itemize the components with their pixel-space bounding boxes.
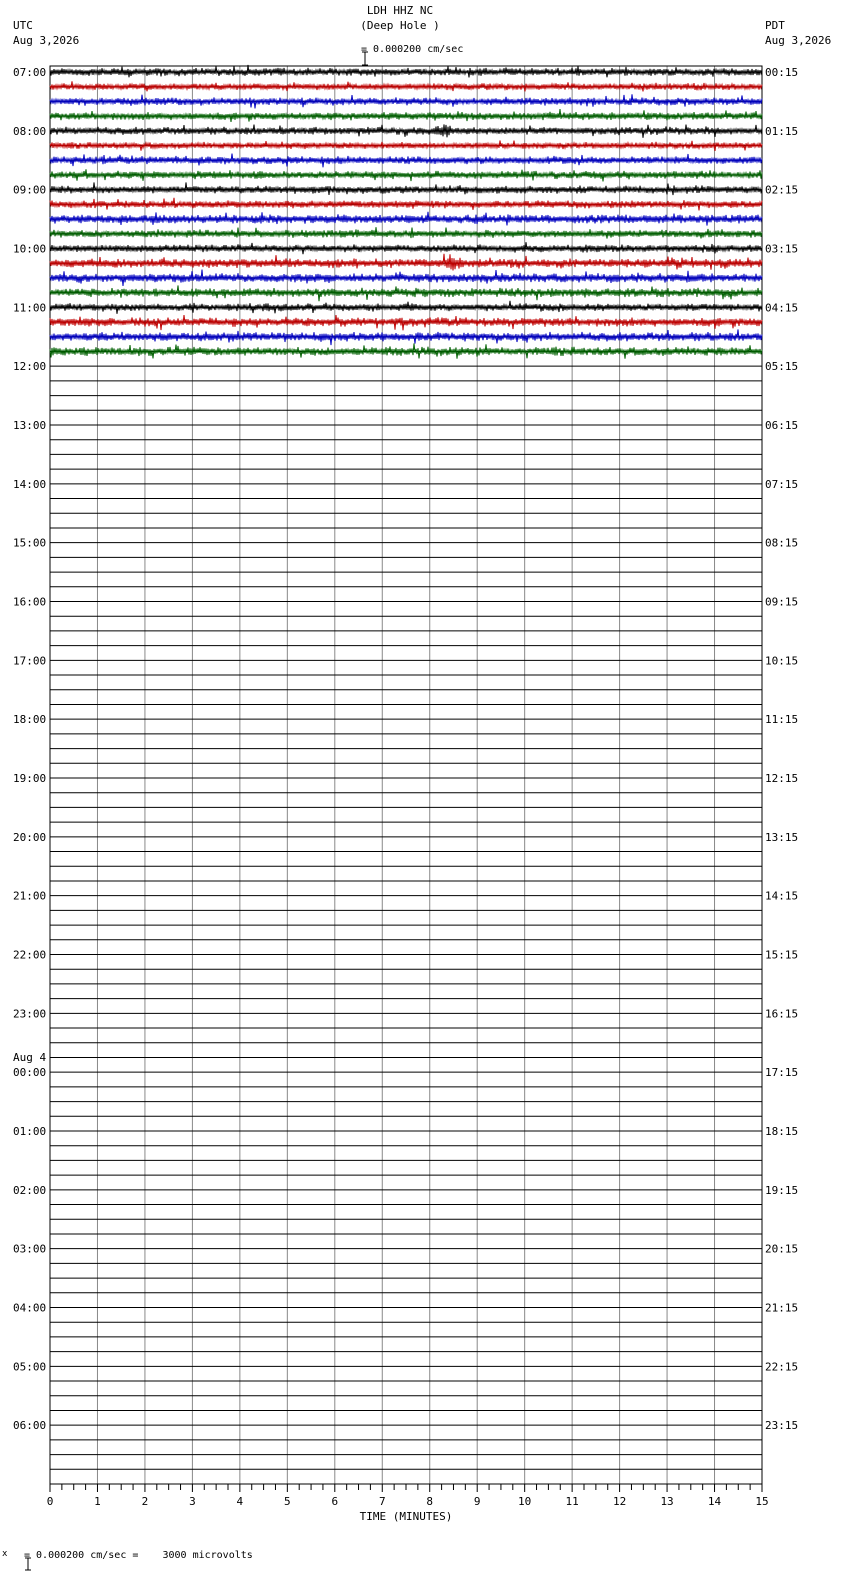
utc-hour-label: 17:00 bbox=[13, 654, 47, 668]
trace-row-6 bbox=[50, 154, 762, 168]
pdt-hour-label: 21:15 bbox=[765, 1301, 799, 1315]
pdt-hour-label: 11:15 bbox=[765, 713, 799, 727]
x-tick-label: 15 bbox=[755, 1495, 769, 1508]
utc-hour-label: 21:00 bbox=[13, 889, 47, 903]
pdt-hour-label: 06:15 bbox=[765, 419, 799, 432]
utc-hour-label: 19:00 bbox=[13, 772, 47, 785]
right-timezone: PDT bbox=[765, 19, 785, 32]
x-tick-label: 9 bbox=[473, 1495, 481, 1508]
pdt-hour-label: 05:15 bbox=[765, 360, 799, 374]
left-timezone: UTC bbox=[13, 19, 33, 32]
pdt-hour-label: 23:15 bbox=[765, 1419, 799, 1433]
trace-row-3 bbox=[50, 109, 762, 122]
utc-hour-label: 08:00 bbox=[13, 124, 47, 138]
trace-row-7 bbox=[50, 169, 762, 181]
x-tick-label: 13 bbox=[660, 1495, 674, 1508]
pdt-hour-label: 14:15 bbox=[765, 889, 799, 903]
pdt-hour-label: 19:15 bbox=[765, 1183, 799, 1197]
pdt-hour-label: 02:15 bbox=[765, 183, 799, 197]
utc-hour-label: 14:00 bbox=[13, 477, 47, 491]
x-tick-label: 12 bbox=[612, 1495, 627, 1508]
x-tick-label: 1 bbox=[94, 1495, 101, 1508]
pdt-hour-label: 03:15 bbox=[765, 242, 799, 256]
utc-hour-label: 02:00 bbox=[13, 1183, 47, 1197]
trace-row-11 bbox=[50, 227, 762, 238]
pdt-hour-label: 07:15 bbox=[765, 477, 799, 491]
x-tick-label: 2 bbox=[141, 1495, 149, 1508]
x-axis-title: TIME (MINUTES) bbox=[359, 1510, 453, 1523]
x-tick-label: 5 bbox=[284, 1495, 291, 1508]
pdt-hour-label: 20:15 bbox=[765, 1242, 799, 1256]
utc-hour-label: 05:00 bbox=[13, 1360, 47, 1374]
pdt-hour-label: 01:15 bbox=[765, 124, 799, 138]
pdt-hour-label: 12:15 bbox=[765, 772, 799, 785]
trace-row-17 bbox=[50, 315, 762, 330]
day-change-label: Aug 4 bbox=[13, 1051, 47, 1065]
right-date: Aug 3,2026 bbox=[765, 34, 832, 47]
utc-hour-label: 00:00 bbox=[13, 1066, 47, 1080]
footer-prefix: x bbox=[2, 1549, 8, 1559]
x-tick-label: 10 bbox=[518, 1495, 532, 1508]
utc-hour-label: 12:00 bbox=[13, 360, 47, 374]
utc-hour-label: 09:00 bbox=[13, 183, 47, 197]
utc-hour-label: 15:00 bbox=[13, 536, 47, 550]
x-tick-label: 3 bbox=[189, 1495, 196, 1508]
trace-row-13 bbox=[50, 254, 762, 271]
site-title: (Deep Hole ) bbox=[360, 19, 440, 32]
utc-hour-label: 04:00 bbox=[13, 1301, 47, 1315]
pdt-hour-label: 09:15 bbox=[765, 595, 799, 609]
pdt-hour-label: 16:15 bbox=[765, 1007, 799, 1021]
pdt-hour-label: 04:15 bbox=[765, 301, 799, 315]
trace-row-9 bbox=[50, 198, 762, 211]
trace-row-2 bbox=[50, 94, 762, 108]
pdt-hour-label: 13:15 bbox=[765, 830, 799, 844]
trace-row-15 bbox=[50, 285, 762, 301]
utc-hour-label: 01:00 bbox=[13, 1125, 47, 1138]
x-tick-label: 11 bbox=[565, 1495, 579, 1508]
pdt-hour-label: 18:15 bbox=[765, 1125, 799, 1138]
utc-hour-label: 18:00 bbox=[13, 713, 47, 727]
utc-hour-label: 10:00 bbox=[13, 242, 47, 256]
trace-row-19 bbox=[50, 343, 762, 358]
utc-hour-label: 07:00 bbox=[13, 66, 47, 79]
trace-row-1 bbox=[50, 81, 762, 91]
utc-hour-label: 23:00 bbox=[13, 1007, 47, 1021]
utc-hour-label: 16:00 bbox=[13, 595, 47, 609]
footer-scale-text: = 0.000200 cm/sec = 3000 microvolts bbox=[24, 1550, 253, 1561]
pdt-hour-label: 10:15 bbox=[765, 654, 799, 668]
trace-row-10 bbox=[50, 212, 762, 226]
pdt-hour-label: 00:15 bbox=[765, 66, 799, 79]
utc-hour-label: 22:00 bbox=[13, 948, 47, 962]
x-tick-label: 8 bbox=[426, 1495, 434, 1508]
utc-hour-label: 13:00 bbox=[13, 419, 47, 432]
station-title: LDH HHZ NC bbox=[366, 4, 434, 17]
trace-row-8 bbox=[50, 182, 762, 195]
utc-hour-label: 06:00 bbox=[13, 1419, 47, 1433]
left-date: Aug 3,2026 bbox=[13, 34, 80, 47]
trace-row-4 bbox=[50, 124, 762, 137]
utc-hour-label: 03:00 bbox=[13, 1242, 47, 1256]
trace-row-0 bbox=[50, 65, 762, 78]
x-tick-label: 7 bbox=[378, 1495, 386, 1508]
scale-text: = 0.000200 cm/sec bbox=[361, 44, 464, 55]
pdt-hour-label: 17:15 bbox=[765, 1066, 799, 1080]
pdt-hour-label: 15:15 bbox=[765, 948, 799, 962]
x-tick-label: 6 bbox=[331, 1495, 339, 1508]
trace-row-12 bbox=[50, 242, 762, 254]
utc-hour-label: 20:00 bbox=[13, 830, 47, 844]
x-tick-label: 0 bbox=[46, 1495, 54, 1508]
x-tick-label: 14 bbox=[707, 1495, 722, 1508]
x-tick-label: 4 bbox=[236, 1495, 244, 1508]
pdt-hour-label: 08:15 bbox=[765, 536, 799, 550]
trace-row-18 bbox=[50, 329, 762, 345]
utc-hour-label: 11:00 bbox=[13, 301, 47, 315]
pdt-hour-label: 22:15 bbox=[765, 1360, 799, 1374]
